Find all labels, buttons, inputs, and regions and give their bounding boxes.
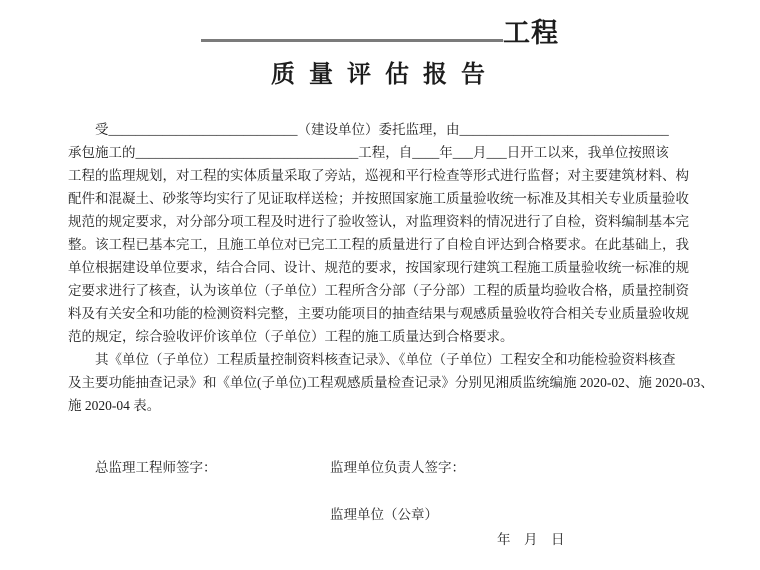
date-line: 年 月 日 <box>497 532 565 547</box>
project-suffix-label: 工程 <box>503 18 559 48</box>
report-body <box>68 118 760 417</box>
body-line-9: 料及有关安全和功能的检测资料完整，主要功能项目的抽查结果与观感质量验收符合相关专业质量验收规 <box>68 306 689 321</box>
body-line-5: 规范的规定要求，对分部分项工程及时进行了验收签认，对监理资料的情况进行了自检，资料编制基本完 <box>68 214 689 229</box>
project-name-line <box>0 16 760 50</box>
body-line-8: 定要求进行了核查，认为该单位（子单位）工程所含分部（子分部）工程的质量均验收合格，质量控制资 <box>68 283 689 298</box>
body-line-1: 受____________________________（建设单位）委托监理，由_______________________________ <box>68 122 669 137</box>
body-line-2: 承包施工的_________________________________工程，自____年___月___日开工以来，我单位按照该 <box>68 145 669 160</box>
body-line-4: 配件和混凝土、砂浆等均实行了见证取样送检；并按照国家施工质量验收统一标准及其相关专业质量验收 <box>68 191 689 206</box>
body-line-10: 范的规定，综合验收评价该单位（子单位）工程的施工质量达到合格要求。 <box>68 329 514 344</box>
signature-area <box>68 456 760 551</box>
body-line-7: 单位根据建设单位要求，结合合同、设计、规范的要求，按国家现行建筑工程施工质量验收统一标准的规 <box>68 260 689 275</box>
body-line-12: 及主要功能抽查记录》和《单位(子单位)工程观感质量检查记录》分别见湘质监统编施 2020-02、施 2020-03、 <box>68 375 714 390</box>
supervision-unit-seal-label: 监理单位（公章） <box>330 507 438 522</box>
report-title: 质 量 评 估 报 告 <box>271 62 489 88</box>
supervision-unit-head-signature-label: 监理单位负责人签字： <box>330 460 465 475</box>
body-line-3: 工程的监理规划，对工程的实体质量采取了旁站，巡视和平行检查等形式进行监督；对主要建筑材料、构 <box>68 168 689 183</box>
project-name-blank-line <box>201 39 503 42</box>
body-line-11: 其《单位（子单位）工程质量控制资料核查记录》、《单位（子单位）工程安全和功能检验资料核查 <box>68 352 676 367</box>
signature-row <box>68 456 760 479</box>
body-line-13: 施 2020-04 表。 <box>68 398 161 413</box>
chief-supervision-engineer-signature-label: 总监理工程师签字： <box>95 460 217 475</box>
body-line-6: 整。该工程已基本完工，且施工单位对已完工工程的质量进行了自检自评达到合格要求。在此基础上，我 <box>68 237 689 252</box>
